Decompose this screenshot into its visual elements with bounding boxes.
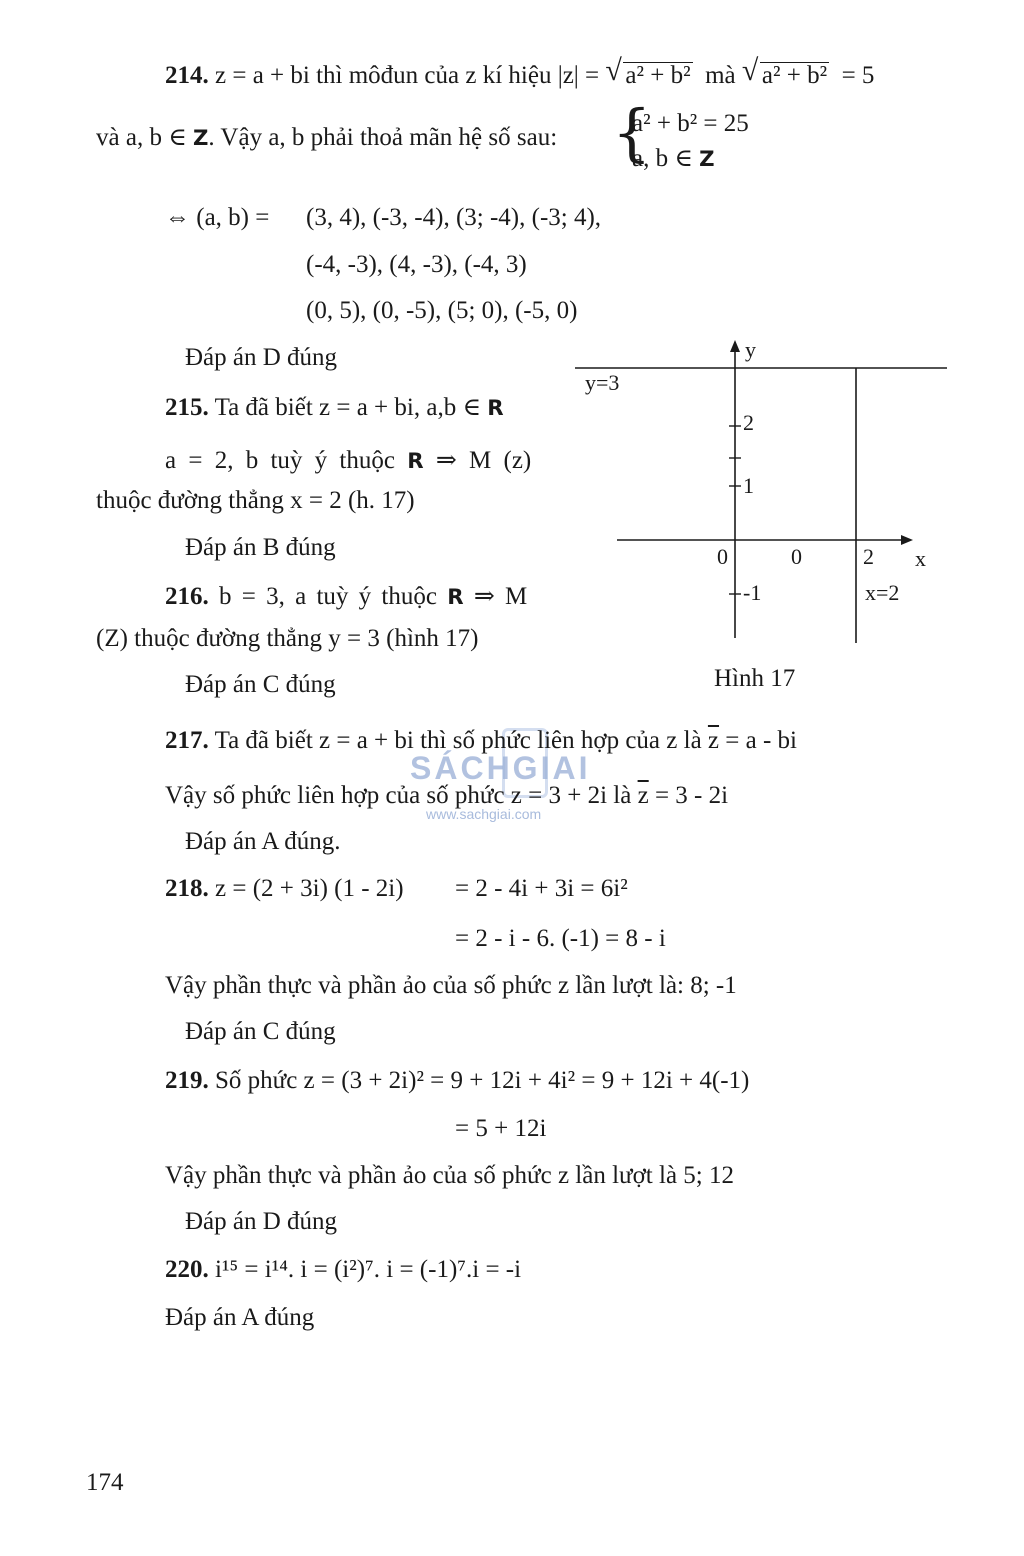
text: ⇒ M (z) (435, 447, 532, 474)
label-x2: x=2 (865, 580, 900, 605)
text: mà (705, 62, 736, 89)
radicand: a² + b² (761, 62, 828, 89)
sqrt-expression: √ a² + b² (741, 54, 828, 89)
problem-number: 215. (165, 394, 209, 421)
problem-number: 214. (165, 62, 209, 89)
figure-caption: Hình 17 (714, 665, 796, 692)
system-eq2 (632, 146, 715, 171)
text: Ta đã biết z = a + bi, a,b ∈ (214, 394, 481, 421)
figure-17-graph (575, 338, 950, 643)
x-axis-arrow-icon (901, 535, 913, 545)
real-set-symbol: R (447, 585, 464, 610)
page-number: 174 (86, 1469, 124, 1496)
problem-218-line1 (165, 876, 404, 901)
answer-218: Đáp án C đúng (185, 1018, 336, 1045)
integer-set-symbol: Z (192, 126, 209, 151)
text: z = (2 + 3i) (1 - 2i) (215, 875, 404, 902)
watermark-brand: SÁCHGIAI (410, 750, 591, 786)
x-axis-label: x (915, 546, 926, 571)
problem-220-line1 (165, 1257, 521, 1282)
conjugate-z: $\overline{z}$ (707, 727, 720, 754)
answer-217: Đáp án A đúng. (185, 828, 341, 855)
text: = 5 (841, 62, 875, 89)
solution-lead: ⇔ (a, b) = (165, 204, 270, 231)
text: và a, b ∈ (96, 124, 187, 151)
text: . Vậy a, b phải thoả mãn hệ số sau: (208, 124, 558, 151)
y-axis-arrow-icon (730, 340, 740, 352)
system-eq1: a² + b² = 25 (632, 110, 749, 137)
text: Vậy số phức liên hợp của số phức z = 3 + 2i là (165, 782, 632, 809)
problem-218-line1b: = 2 - 4i + 3i = 6i² (455, 875, 628, 902)
problem-219-line1 (165, 1068, 749, 1093)
answer-219: Đáp án D đúng (185, 1208, 338, 1235)
tick-label-m1: -1 (743, 580, 762, 605)
sqrt-expression: √ a² + b² (605, 54, 691, 89)
text: = a - bi (725, 727, 797, 754)
problem-217-line2 (165, 783, 728, 808)
problem-214-line1 (165, 54, 875, 89)
conjugate-z: $\overline{z}$ (637, 782, 649, 809)
problem-216-line1 (165, 584, 527, 609)
problem-219-line2: = 5 + 12i (455, 1115, 547, 1142)
problem-217-line1 (165, 728, 797, 753)
system-brace: { (612, 96, 652, 169)
solution-row3: (0, 5), (0, -5), (5; 0), (-5, 0) (306, 297, 578, 324)
problem-number: 216. (165, 583, 209, 610)
text: z = a + bi thì môđun của z kí hiệu |z| = (215, 62, 600, 89)
origin-label-2: 0 (791, 544, 802, 569)
text: Ta đã biết z = a + bi thì số phức liên hợp của z là (214, 727, 702, 754)
text: a, b ∈ (632, 145, 693, 172)
label-y3: y=3 (585, 370, 620, 395)
problem-218-line3: Vậy phần thực và phần ảo của số phức z lần lượt là: 8; -1 (165, 972, 737, 999)
answer-220: Đáp án A đúng (165, 1304, 315, 1331)
problem-215-line3: thuộc đường thẳng x = 2 (h. 17) (96, 487, 415, 514)
x-tick-2: 2 (863, 544, 874, 569)
text: b = 3, a tuỳ ý thuộc (219, 583, 437, 610)
tick-label-1: 1 (743, 473, 754, 498)
real-set-symbol: R (407, 449, 424, 474)
problem-215-line1 (165, 395, 504, 420)
problem-number: 217. (165, 727, 209, 754)
tick-label-2: 2 (743, 410, 754, 435)
radicand: a² + b² (625, 62, 691, 89)
text: ⇒ M (473, 583, 528, 610)
text: a = 2, b tuỳ ý thuộc (165, 447, 395, 474)
y-axis-label: y (745, 338, 756, 362)
problem-215-line2 (165, 448, 531, 473)
answer-214: Đáp án D đúng (185, 344, 338, 371)
solution-row2: (-4, -3), (4, -3), (-4, 3) (306, 251, 527, 278)
text: i¹⁵ = i¹⁴. i = (i²)⁷. i = (-1)⁷.i = -i (215, 1256, 522, 1283)
problem-number: 220. (165, 1256, 209, 1283)
problem-219-line3: Vậy phần thực và phần ảo của số phức z lần lượt là 5; 12 (165, 1162, 734, 1189)
real-set-symbol: R (487, 396, 504, 421)
solution-row1: (3, 4), (-3, -4), (3; -4), (-3; 4), (306, 204, 602, 231)
watermark-url: www.sachgiai.com (426, 806, 542, 822)
problem-number: 219. (165, 1067, 209, 1094)
problem-214-line2 (96, 125, 557, 150)
problem-number: 218. (165, 875, 209, 902)
text: = 3 - 2i (654, 782, 729, 809)
problem-216-line2: (Z) thuộc đường thẳng y = 3 (hình 17) (96, 625, 479, 652)
answer-215: Đáp án B đúng (185, 534, 336, 561)
problem-218-line2: = 2 - i - 6. (-1) = 8 - i (455, 925, 666, 952)
text: Số phức z = (3 + 2i)² = 9 + 12i + 4i² = 9 + 12i + 4(-1) (215, 1067, 750, 1094)
origin-label: 0 (717, 544, 728, 569)
answer-216: Đáp án C đúng (185, 671, 336, 698)
integer-set-symbol: Z (699, 147, 715, 172)
